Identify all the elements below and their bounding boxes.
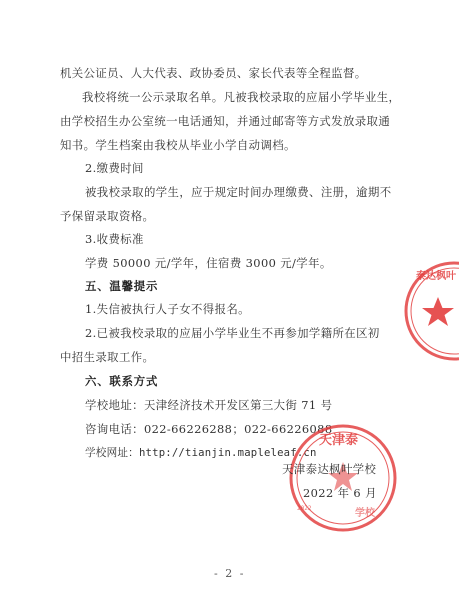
seal-bottom-lettering: 天津泰 [319,433,359,448]
subheading-payment-time: 2.缴费时间 [85,161,144,175]
body-line-tip-2: 2.已被我校录取的应届小学毕业生不再参加学籍所在区初 [85,326,380,340]
inquiry-phone: 咨询电话：022-66226288；022-66226088 [85,422,333,436]
body-line-2: 我校将统一公示录取名单。凡被我校录取的应届小学毕业生， [82,90,401,104]
svg-text:学校: 学校 [355,508,375,519]
official-seal-right [398,255,459,367]
official-seal-school [283,418,403,538]
body-line-7: 予保留录取资格。 [60,209,155,223]
body-line-6: 被我校录取的学生，应于规定时间办理缴费、注册，逾期不 [85,185,392,199]
page-number: - 2 - [214,567,246,580]
section-heading-contact: 六、联系方式 [85,374,159,388]
signature-organization: 天津泰达枫叶学校 [282,462,377,476]
body-line-tip-2-cont: 中招生录取工作。 [60,350,155,364]
school-website: 学校网址：http://tianjin.mapleleaf.cn [85,447,317,459]
body-line-tip-1: 1.失信被执行人子女不得报名。 [85,302,250,316]
seal-right-lettering: 泰达枫叶 [416,271,456,282]
signature-date: 2022 年 6 月 [303,486,377,500]
section-heading-tips: 五、温馨提示 [85,279,159,293]
school-address: 学校地址：天津经济技术开发区第三大街 71 号 [85,398,333,412]
body-line-1: 机关公证员、人大代表、政协委员、家长代表等全程监督。 [60,66,367,80]
body-line-3: 由学校招生办公室统一电话通知，并通过邮寄等方式发放录取通 [60,114,391,128]
svg-text:2022: 2022 [297,505,312,512]
body-line-fees: 学费 50000 元/学年，住宿费 3000 元/学年。 [85,256,332,270]
subheading-fee-standard: 3.收费标准 [85,232,144,246]
body-line-4: 知书。学生档案由我校从毕业小学自动调档。 [60,138,296,152]
